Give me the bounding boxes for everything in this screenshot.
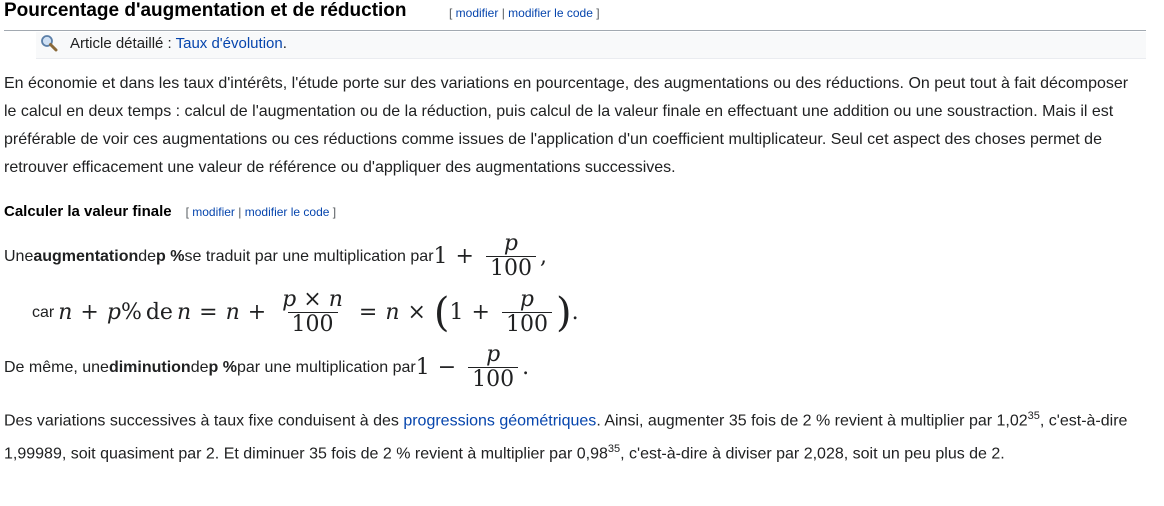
section-edit-links: [ modifier | modifier le code ] — [449, 6, 600, 20]
subsection-edit-links: [ modifier | modifier le code ] — [185, 205, 337, 219]
section-title: Pourcentage d'augmentation et de réduction — [4, 0, 407, 21]
augmentation-line: Une augmentation de p % se traduit par une multiplication par 1 + $\frac{p}{100}$ , — [4, 231, 547, 281]
explanation-line: car n + p % de n = n + $\frac{p \times n}{100}$ = n × ( 1 + $\frac{p}{100}$ ) . — [32, 287, 579, 337]
sub-edit-code-link[interactable]: modifier le code — [244, 205, 330, 219]
section-heading — [4, 0, 1146, 31]
subsection-title: Calculer la valeur finale — [4, 203, 172, 220]
sub-edit-link[interactable]: modifier — [192, 205, 235, 219]
edit-code-link[interactable]: modifier le code — [508, 6, 593, 20]
edit-link[interactable]: modifier — [455, 6, 499, 20]
formula-diminution: 1 − $\frac{p}{100}$ . — [415, 342, 530, 392]
formula-augmentation: 1 + $\frac{p}{100}$ , — [433, 231, 547, 281]
diminution-line: De même, une diminution de p % par une multiplication par 1 − $\frac{p}{100}$ . — [4, 342, 530, 392]
intro-paragraph: En économie et dans les taux d'intérêts, l'étude porte sur des variations en pourcentage, des augmentations ou des réductions. On peut tout à fait décomposer le calcul en deux temps : calcul de l'augmentation ou de la réduction, puis calcul de la valeur finale en effectuant une addition ou une soustraction. Mais il est préférable de voir ces augmentations ou ces réductions comme issues de l'application d'un coefficient multiplicateur. Seul cet aspect des choses permet de retrouver efficacement une valeur de référence ou d'appliquer des augmentations successives. — [4, 75, 1129, 176]
formula-explanation: n + p % de n = n + $\frac{p \times n}{100}$ = n × ( 1 + $\frac{p}{100}$ ) . — [58, 287, 579, 337]
hatnote-text: Article détaillé : Taux d'évolution. — [70, 35, 287, 52]
magnifier-icon — [40, 34, 58, 52]
hatnote-link[interactable]: Taux d'évolution — [175, 35, 283, 52]
subsection-heading — [4, 203, 336, 220]
final-paragraph: Des variations successives à taux fixe conduisent à des progressions géométriques. Ainsi, augmenter 35 fois de 2 % revient à multiplier par 1,02$^{35}$, c'est-à-dire 1,99989, soit quasiment par 2. Et diminuer 35 fois de 2 % revient à multiplier par 0,98$^{35}$, c'est-à-dire à diviser par 2,028, soit un peu plus de 2. — [4, 410, 1128, 463]
geometric-progressions-link[interactable]: progressions géométriques — [403, 412, 597, 430]
hatnote — [36, 32, 1146, 59]
